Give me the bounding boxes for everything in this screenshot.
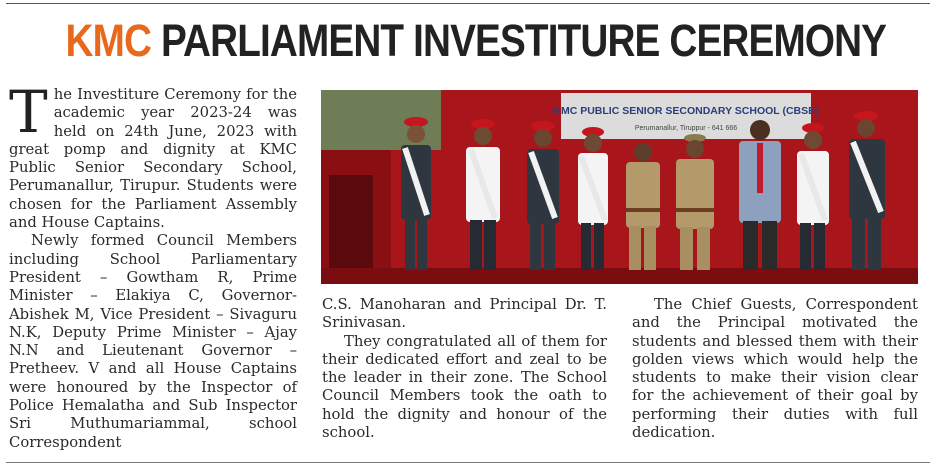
headline [65, 14, 887, 68]
paragraph-4: They congratulated all of them for their dedicated effort and zeal to be the leader in their zone. The School Council Members took the oath to hold the dignity and honour of the school. [322, 332, 607, 442]
paragraph-1 [9, 78, 297, 232]
headline-brand: KMC [65, 15, 152, 66]
paragraph-3: C.S. Manoharan and Principal Dr. T. Srinivasan. [322, 296, 607, 332]
bottom-rule [6, 462, 930, 463]
paragraph-5: The Chief Guests, Correspondent and the Principal motivated the students and blessed them with their golden views which would help the students to make their vision clear for the achievement of their goal by performing their duties with full dedication. [632, 296, 918, 442]
headline-text: PARLIAMENT INVESTITURE CEREMONY [160, 15, 887, 66]
paragraph-1-text: he Investiture Ceremony for the academic year 2023-24 was held on 24th June, 2023 with great pomp and dignity at KMC Public Senior Secondary School, Perumanallur, Tirupur. Students were chosen for the Parliament Assembly and House Captains. [9, 86, 297, 232]
article-column-2 [322, 296, 607, 442]
banner-text: KMC PUBLIC SENIOR SECONDARY SCHOOL (CBSE) [553, 105, 819, 117]
article-column-3 [632, 296, 918, 442]
article-column-1 [9, 78, 297, 452]
paragraph-2: Newly formed Council Members including School Parliamentary President – Gowtham R, Prime Minister – Elakiya C, Governor- Abishek M, Vice President – Sivaguru N.K, Deputy Prime Minister – Ajay N.N and Lieutenant Governor – Pretheev. V and all House Captains were honoured by the Inspector of Police Hemalatha and Sub Inspector Sri Muthumariammal, school Correspondent [9, 232, 297, 451]
ceremony-photo-illustration [321, 90, 918, 284]
ceremony-photo [321, 90, 918, 284]
drop-cap: T [9, 78, 48, 146]
banner-subtext: Perumanallur, Tiruppur - 641 666 [634, 125, 738, 132]
top-rule [6, 3, 930, 4]
